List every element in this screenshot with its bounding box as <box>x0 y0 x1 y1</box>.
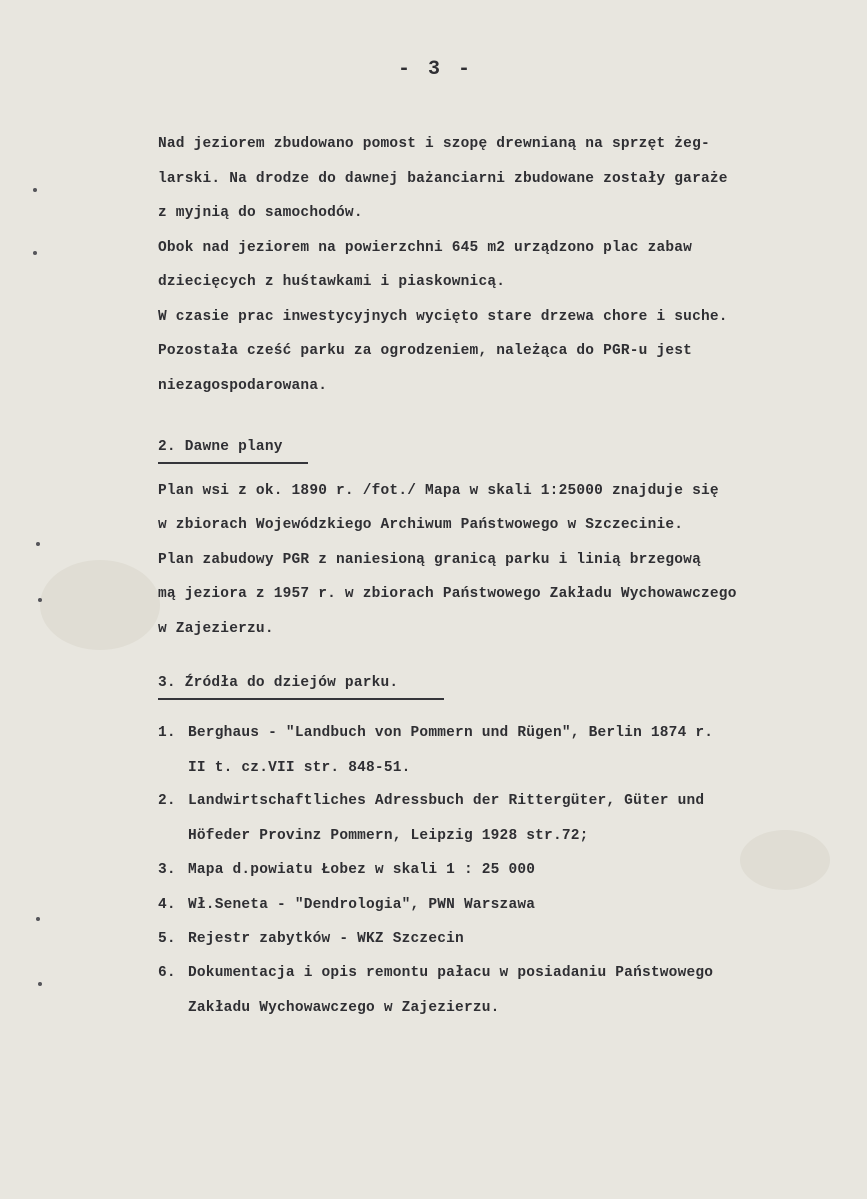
source-item <box>158 897 535 913</box>
item-text: Berghaus - "Landbuch von Pommern und Rügen", Berlin 1874 r. <box>188 725 714 741</box>
punch-mark <box>33 188 37 192</box>
source-item <box>158 725 713 741</box>
punch-mark <box>36 917 40 921</box>
item-text: Dokumentacja i opis remontu pałacu w posiadaniu Państwowego <box>188 965 714 981</box>
punch-mark <box>38 982 42 986</box>
page-number: - 3 - <box>398 58 474 81</box>
section2-line: Plan wsi z ok. 1890 r. /fot./ Mapa w skali 1:25000 znajduje się <box>158 483 719 499</box>
intro-line: niezagospodarowana. <box>158 378 328 394</box>
item-text: Rejestr zabytków - WKZ Szczecin <box>188 931 464 947</box>
intro-line: Nad jeziorem zbudowano pomost i szopę drewnianą na sprzęt żeg- <box>158 136 710 152</box>
intro-line: larski. Na drodze do dawnej bażanciarni zbudowane zostały garaże <box>158 171 728 187</box>
intro-line: Pozostała cześć parku za ogrodzeniem, należąca do PGR-u jest <box>158 343 693 359</box>
section-heading-2: 2. Dawne plany <box>158 439 283 455</box>
punch-mark <box>36 542 40 546</box>
item-text: Wł.Seneta - "Dendrologia", PWN Warszawa <box>188 897 536 913</box>
source-item <box>158 931 464 947</box>
source-item <box>158 862 535 878</box>
section2-line: mą jeziora z 1957 r. w zbiorach Państwowego Zakładu Wychowawczego <box>158 586 737 602</box>
item-continuation: II t. cz.VII str. 848-51. <box>188 760 411 776</box>
punch-mark <box>38 598 42 602</box>
item-continuation: Höfeder Provinz Pommern, Leipzig 1928 str.72; <box>188 828 589 844</box>
intro-line: dziecięcych z huśtawkami i piaskownicą. <box>158 274 506 290</box>
item-number: 5. <box>158 931 176 947</box>
heading-underline <box>158 462 308 464</box>
item-number: 4. <box>158 897 176 913</box>
item-text: Landwirtschaftliches Adressbuch der Rittergüter, Güter und <box>188 793 705 809</box>
item-number: 1. <box>158 725 176 741</box>
section2-line: w zbiorach Wojewódzkiego Archiwum Państwowego w Szczecinie. <box>158 517 684 533</box>
intro-line: z myjnią do samochodów. <box>158 205 363 221</box>
punch-mark <box>33 251 37 255</box>
heading-underline <box>158 698 444 700</box>
source-item <box>158 965 713 981</box>
intro-line: Obok nad jeziorem na powierzchni 645 m2 urządzono plac zabaw <box>158 240 693 256</box>
paper-stain <box>40 560 160 650</box>
item-number: 6. <box>158 965 176 981</box>
item-text: Mapa d.powiatu Łobez w skali 1 : 25 000 <box>188 862 536 878</box>
item-number: 2. <box>158 793 176 809</box>
section-heading-3: 3. Źródła do dziejów parku. <box>158 675 399 691</box>
item-continuation: Zakładu Wychowawczego w Zajezierzu. <box>188 1000 500 1016</box>
section2-line: w Zajezierzu. <box>158 621 274 637</box>
section2-line: Plan zabudowy PGR z naniesioną granicą parku i linią brzegową <box>158 552 701 568</box>
intro-line: W czasie prac inwestycyjnych wycięto stare drzewa chore i suche. <box>158 309 728 325</box>
paper-stain <box>740 830 830 890</box>
item-number: 3. <box>158 862 176 878</box>
source-item <box>158 793 704 809</box>
